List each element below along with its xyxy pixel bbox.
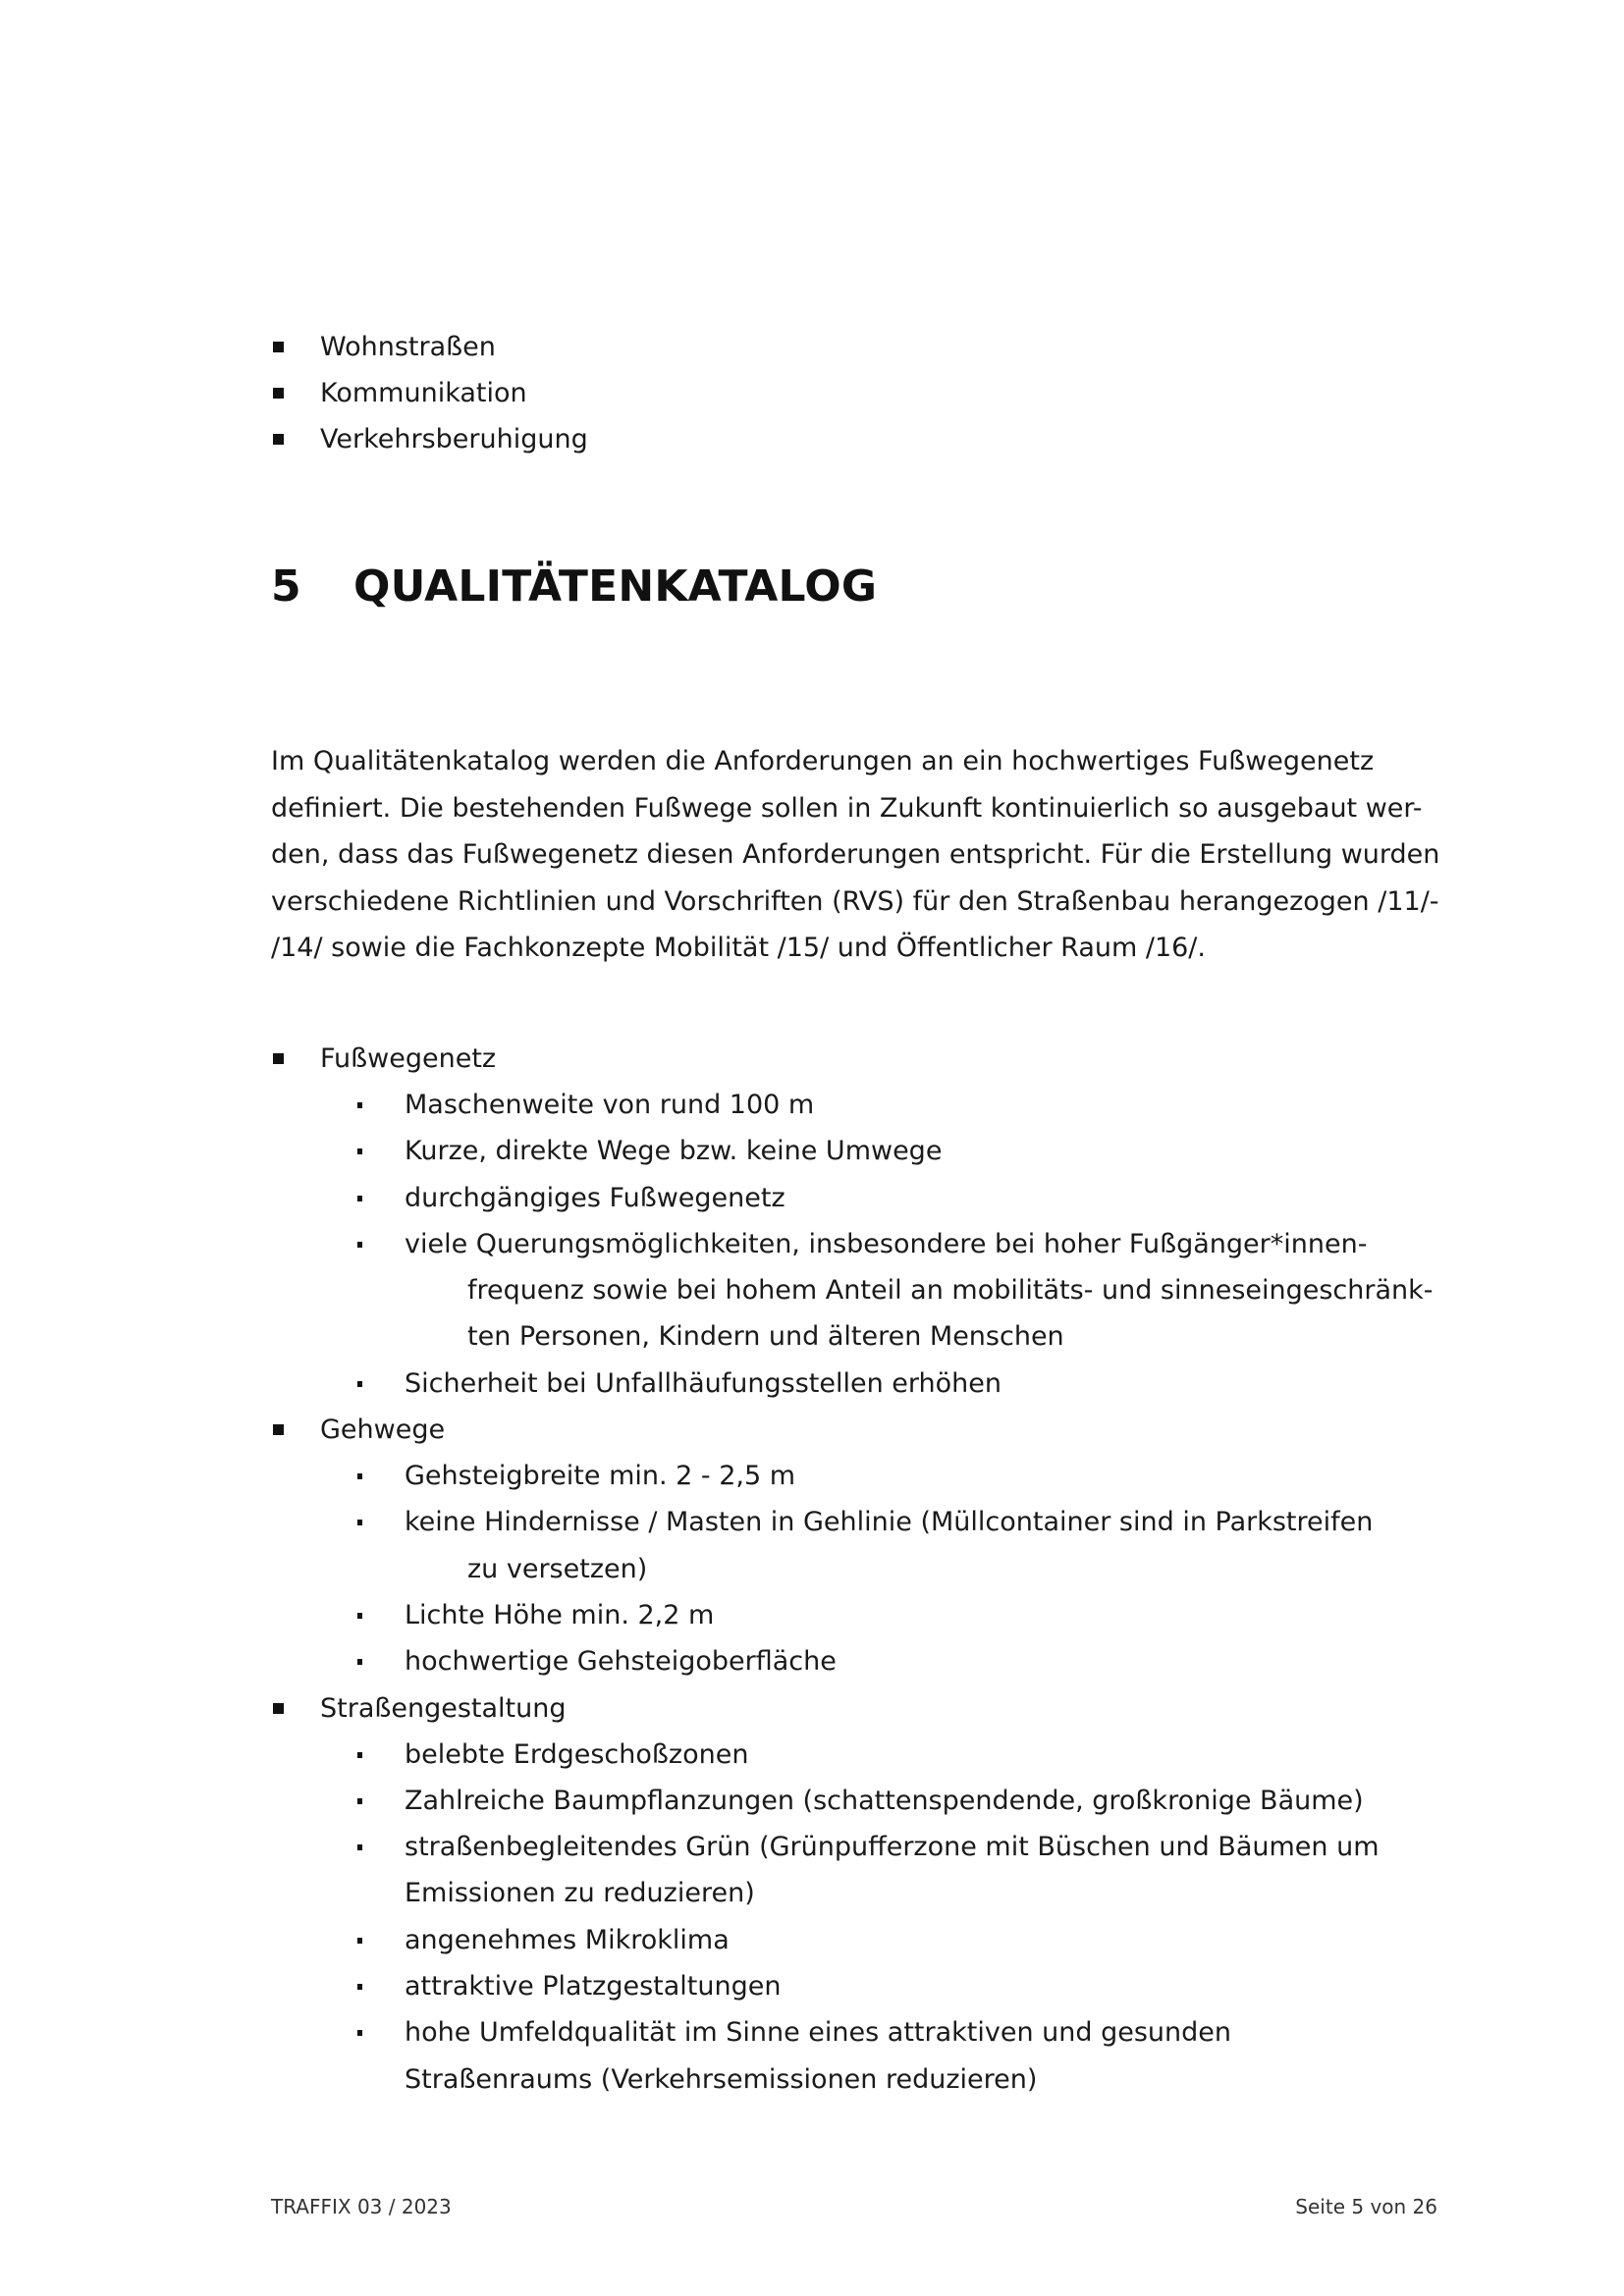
list-item-text: durchgängiges Fußwegenetz [405, 1182, 785, 1213]
square-bullet-icon [273, 342, 284, 352]
square-bullet-icon [273, 1053, 284, 1064]
square-bullet-icon [273, 1703, 284, 1714]
list-item-text: Wohnstraßen [320, 332, 496, 362]
intro-bullet-list [271, 324, 1449, 462]
list-item [271, 1778, 1449, 1824]
list-item-text: Lichte Höhe min. 2,2 m [405, 1599, 715, 1630]
paragraph-line: verschiedene Richtlinien und Vorschriften (RVS) für den Straßenbau herangezogen /11/- [271, 885, 1439, 917]
paragraph-line: definiert. Die bestehenden Fußwege sollen in Zukunft kontinuierlich so ausgebaut wer- [271, 792, 1423, 824]
list-item [271, 1453, 1449, 1499]
list-item [271, 1082, 1449, 1128]
list-item [271, 1963, 1449, 2009]
quality-catalog-list [271, 1036, 1449, 2103]
list-item-text: Zahlreiche Baumpflanzungen (schattenspendende, großkronige Bäume) [405, 1785, 1364, 1816]
paragraph-line: Im Qualitätenkatalog werden die Anforderungen an ein hochwertiges Fußwegenetz [271, 746, 1375, 776]
category-label: Fußwegenetz [320, 1043, 497, 1074]
list-item [271, 1499, 1449, 1592]
small-square-bullet-icon [357, 1613, 362, 1619]
small-square-bullet-icon [357, 1381, 362, 1387]
list-item [271, 2009, 1449, 2103]
catalog-category-fusswegenetz [271, 1036, 1449, 1082]
list-item [271, 370, 1449, 416]
list-item-text: Kurze, direkte Wege bzw. keine Umwege [405, 1136, 943, 1167]
catalog-category-gehwege [271, 1407, 1449, 1453]
footer-document-id: TRAFFIX 03 / 2023 [271, 2195, 452, 2218]
catalog-category-strassengestaltung [271, 1685, 1449, 1732]
small-square-bullet-icon [357, 1520, 362, 1525]
section-title: QUALITÄTENKATALOG [353, 561, 878, 612]
list-item [271, 1732, 1449, 1778]
list-item-text: angenehmes Mikroklima [405, 1924, 730, 1955]
list-item [271, 1638, 1449, 1684]
intro-paragraph [271, 738, 1440, 972]
list-item [271, 1175, 1449, 1221]
list-item-text: Verkehrsberuhigung [320, 424, 588, 454]
list-item [271, 324, 1449, 370]
small-square-bullet-icon [357, 1844, 362, 1850]
list-item [271, 1361, 1449, 1407]
list-item-text-continuation: frequenz sowie bei hohem Anteil an mobilitäts- und sinneseingeschränk- [467, 1275, 1434, 1307]
list-item [271, 1221, 1449, 1361]
square-bullet-icon [273, 388, 284, 399]
small-square-bullet-icon [357, 1196, 362, 1201]
small-square-bullet-icon [357, 1148, 362, 1154]
list-item-text: straßenbegleitendes Grün (Grünpufferzone mit Büschen und Bäumen um [405, 1832, 1380, 1863]
list-item [271, 1824, 1449, 1917]
paragraph-line: /14/ sowie die Fachkonzepte Mobilität /15/ und Öffentlicher Raum /16/. [271, 933, 1206, 963]
small-square-bullet-icon [357, 2030, 362, 2036]
square-bullet-icon [273, 434, 284, 445]
small-square-bullet-icon [357, 1752, 362, 1758]
small-square-bullet-icon [357, 1938, 362, 1944]
list-item-text: Kommunikation [320, 378, 527, 408]
section-number: 5 [271, 561, 301, 612]
paragraph-line: den, dass das Fußwegenetz diesen Anforderungen entspricht. Für die Erstellung wurden [271, 839, 1440, 870]
square-bullet-icon [273, 1424, 284, 1435]
small-square-bullet-icon [357, 1798, 362, 1804]
list-item-text: keine Hindernisse / Masten in Gehlinie (Müllcontainer sind in Parkstreifen [405, 1507, 1374, 1538]
list-item-text: hochwertige Gehsteigoberfläche [405, 1646, 837, 1678]
list-item-text: belebte Erdgeschoßzonen [405, 1738, 749, 1770]
list-item-text: Sicherheit bei Unfallhäufungsstellen erhöhen [405, 1367, 1001, 1399]
small-square-bullet-icon [357, 1242, 362, 1248]
list-item-text: Maschenweite von rund 100 m [405, 1090, 815, 1120]
list-item-text-continuation: Straßenraums (Verkehrsemissionen reduzieren) [405, 2063, 1038, 2095]
list-item [271, 1592, 1449, 1638]
small-square-bullet-icon [357, 1984, 362, 1990]
footer-page-number: Seite 5 von 26 [1295, 2195, 1437, 2218]
list-item-text-continuation: Emissionen zu reduzieren) [405, 1878, 755, 1909]
section-heading [271, 561, 877, 612]
category-label: Gehwege [320, 1415, 446, 1446]
list-item-text: Gehsteigbreite min. 2 - 2,5 m [405, 1461, 796, 1492]
list-item [271, 416, 1449, 462]
category-label: Straßengestaltung [320, 1692, 567, 1724]
list-item [271, 1917, 1449, 1963]
small-square-bullet-icon [357, 1659, 362, 1665]
list-item-text: viele Querungsmöglichkeiten, insbesondere bei hoher Fußgänger*innen- [405, 1228, 1368, 1259]
small-square-bullet-icon [357, 1473, 362, 1479]
list-item [271, 1128, 1449, 1174]
list-item-text-continuation: ten Personen, Kindern und älteren Menschen [467, 1321, 1064, 1353]
list-item-text: attraktive Platzgestaltungen [405, 1971, 782, 2002]
list-item-text-continuation: zu versetzen) [467, 1553, 648, 1584]
small-square-bullet-icon [357, 1102, 362, 1108]
list-item-text: hohe Umfeldqualität im Sinne eines attraktiven und gesunden [405, 2017, 1232, 2049]
